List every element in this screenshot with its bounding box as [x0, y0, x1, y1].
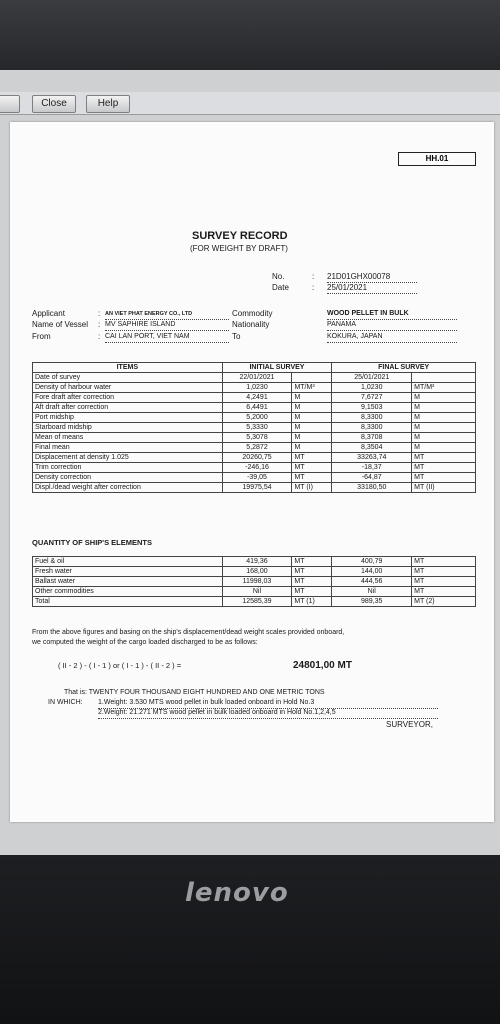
form-code: HH.01	[398, 152, 476, 166]
quantity-table	[32, 556, 476, 607]
final-unit-cell: M	[412, 423, 476, 433]
item-cell: Port midship	[33, 413, 223, 423]
survey-row	[33, 413, 476, 423]
item-cell: Starboard midship	[33, 423, 223, 433]
initial-survey-header: INITIAL SURVEY	[222, 363, 332, 373]
nationality-label: Nationality	[232, 320, 270, 329]
initial-value-cell: 5,2000	[222, 413, 292, 423]
commodity-value: WOOD PELLET IN BULK	[327, 309, 457, 320]
item-cell: Aft draft after correction	[33, 403, 223, 413]
item-cell: Trim correction	[33, 463, 223, 473]
item-cell: Date of survey	[33, 373, 223, 383]
initial-unit-cell: MT (I)	[292, 483, 332, 493]
quantity-row	[33, 587, 476, 597]
date-value: 25/01/2021	[327, 283, 417, 294]
item-cell: Other commodities	[33, 587, 223, 597]
initial-unit-cell: M	[292, 443, 332, 453]
initial-value-cell: 12585,39	[222, 597, 292, 607]
final-unit-cell: M	[412, 433, 476, 443]
initial-value-cell: 5,3330	[222, 423, 292, 433]
commodity-label: Commodity	[232, 309, 273, 318]
quantity-row	[33, 597, 476, 607]
item-cell: Mean of means	[33, 433, 223, 443]
initial-value-cell: 11998,03	[222, 577, 292, 587]
cargo-weight-value: 24801,00 MT	[293, 660, 352, 671]
survey-row	[33, 453, 476, 463]
survey-row	[33, 383, 476, 393]
final-value-cell: 8,3300	[332, 413, 412, 423]
to-value: KOKURA, JAPAN	[327, 332, 457, 343]
vessel-colon: :	[98, 320, 101, 329]
applicant-colon: :	[98, 309, 101, 318]
from-value: CAI LAN PORT, VIET NAM	[105, 332, 229, 343]
from-label: From	[32, 332, 51, 341]
initial-unit-cell: MT	[292, 577, 332, 587]
initial-value-cell: 6,4491	[222, 403, 292, 413]
initial-value-cell: -246,16	[222, 463, 292, 473]
applicant-value: AN VIET PHAT ENERGY CO., LTD	[105, 309, 229, 320]
initial-unit-cell	[292, 373, 332, 383]
screen	[0, 70, 500, 855]
initial-unit-cell: MT	[292, 453, 332, 463]
vessel-label: Name of Vessel	[32, 320, 89, 329]
initial-value-cell: 22/01/2021	[222, 373, 292, 383]
initial-value-cell: 19975,54	[222, 483, 292, 493]
items-header: ITEMS	[33, 363, 223, 373]
in-which-label: IN WHICH:	[48, 699, 83, 706]
final-value-cell: 8,3300	[332, 423, 412, 433]
initial-value-cell: 5,2872	[222, 443, 292, 453]
final-unit-cell: MT/M³	[412, 383, 476, 393]
no-value: 21D01GHX00078	[327, 272, 417, 283]
laptop-bezel-top	[0, 0, 500, 70]
initial-value-cell: 168,00	[222, 567, 292, 577]
final-unit-cell: MT	[412, 473, 476, 483]
in-which-line1: 1.Weight: 3.530 MTS wood pellet in bulk loaded onboard in Hold No.3	[98, 698, 438, 709]
final-value-cell: 8,3504	[332, 443, 412, 453]
initial-unit-cell: MT	[292, 473, 332, 483]
survey-row	[33, 393, 476, 403]
final-unit-cell: MT	[412, 463, 476, 473]
final-unit-cell: MT	[412, 577, 476, 587]
final-unit-cell: MT (2)	[412, 597, 476, 607]
document-title: SURVEY RECORD	[192, 230, 288, 242]
initial-unit-cell: MT (1)	[292, 597, 332, 607]
quantity-row	[33, 577, 476, 587]
no-label: No.	[272, 272, 285, 281]
item-cell: Fore draft after correction	[33, 393, 223, 403]
survey-row	[33, 463, 476, 473]
final-value-cell: 9,1503	[332, 403, 412, 413]
initial-unit-cell: M	[292, 403, 332, 413]
initial-unit-cell: MT	[292, 587, 332, 597]
quantity-row	[33, 557, 476, 567]
survey-row	[33, 473, 476, 483]
final-value-cell: 444,56	[332, 577, 412, 587]
initial-unit-cell: M	[292, 393, 332, 403]
final-unit-cell: M	[412, 403, 476, 413]
initial-unit-cell: MT	[292, 567, 332, 577]
initial-unit-cell: MT	[292, 463, 332, 473]
item-cell: Total	[33, 597, 223, 607]
initial-value-cell: 4,2491	[222, 393, 292, 403]
item-cell: Density correction	[33, 473, 223, 483]
item-cell: Displacement at density 1.025	[33, 453, 223, 463]
no-colon: :	[312, 272, 315, 281]
final-unit-cell: MT	[412, 557, 476, 567]
nationality-value: PANAMA	[327, 320, 457, 331]
item-cell: Fuel & oil	[33, 557, 223, 567]
in-which-line2: 2.Weight: 21.271 MTS wood pellet in bulk loaded onboard in Hold No.1,2,4,5	[98, 708, 438, 719]
survey-row	[33, 423, 476, 433]
final-unit-cell: M	[412, 443, 476, 453]
final-value-cell: -18,37	[332, 463, 412, 473]
date-colon: :	[312, 283, 315, 292]
final-value-cell: Nil	[332, 587, 412, 597]
final-value-cell: 25/01/2021	[332, 373, 412, 383]
surveyor-label: SURVEYOR,	[386, 720, 433, 729]
item-cell: Final mean	[33, 443, 223, 453]
survey-header-row	[33, 363, 476, 373]
survey-row	[33, 403, 476, 413]
vessel-value: MV SAPHIRE ISLAND	[105, 320, 229, 331]
item-cell: Density of harbour water	[33, 383, 223, 393]
to-label: To	[232, 332, 241, 341]
weight-in-words: That is: TWENTY FOUR THOUSAND EIGHT HUNDRED AND ONE METRIC TONS	[64, 689, 325, 696]
final-unit-cell: M	[412, 413, 476, 423]
item-cell: Displ./dead weight after correction	[33, 483, 223, 493]
quantity-title: QUANTITY OF SHIP'S ELEMENTS	[32, 538, 152, 547]
survey-table	[32, 362, 476, 493]
initial-unit-cell: MT/M³	[292, 383, 332, 393]
date-label: Date	[272, 283, 289, 292]
final-value-cell: 33180,50	[332, 483, 412, 493]
final-value-cell: 7,6727	[332, 393, 412, 403]
result-paragraph-line2: we computed the weight of the cargo loaded discharged to be as follows:	[32, 639, 258, 646]
survey-row	[33, 433, 476, 443]
applicant-label: Applicant	[32, 309, 65, 318]
final-value-cell: -64,87	[332, 473, 412, 483]
quantity-row	[33, 567, 476, 577]
initial-value-cell: 20260,75	[222, 453, 292, 463]
final-unit-cell: MT	[412, 453, 476, 463]
initial-unit-cell: M	[292, 433, 332, 443]
weight-formula: ( II - 2 ) - ( I - 1 ) or ( I - 1 ) - ( II - 2 ) =	[58, 661, 182, 670]
document-page	[10, 122, 494, 822]
final-survey-header: FINAL SURVEY	[332, 363, 476, 373]
initial-unit-cell: MT	[292, 557, 332, 567]
document-subtitle: (FOR WEIGHT BY DRAFT)	[190, 244, 288, 253]
initial-value-cell: Nil	[222, 587, 292, 597]
toolbar-left-button[interactable]	[0, 95, 20, 113]
final-value-cell: 144,00	[332, 567, 412, 577]
initial-value-cell: -39,05	[222, 473, 292, 483]
final-value-cell: 989,35	[332, 597, 412, 607]
result-paragraph-line1: From the above figures and basing on the ship's displacement/dead weight scales provided onboard,	[32, 629, 345, 636]
initial-value-cell: 1,0230	[222, 383, 292, 393]
final-value-cell: 8,3708	[332, 433, 412, 443]
lenovo-logo: lenovo	[185, 878, 289, 908]
initial-value-cell: 5,3078	[222, 433, 292, 443]
item-cell: Fresh water	[33, 567, 223, 577]
close-button[interactable]: Close	[32, 95, 76, 113]
final-unit-cell: MT	[412, 567, 476, 577]
item-cell: Ballast water	[33, 577, 223, 587]
survey-row	[33, 483, 476, 493]
final-unit-cell: MT	[412, 587, 476, 597]
final-unit-cell: M	[412, 393, 476, 403]
initial-unit-cell: M	[292, 413, 332, 423]
survey-row	[33, 443, 476, 453]
initial-value-cell: 419,36	[222, 557, 292, 567]
final-unit-cell	[412, 373, 476, 383]
final-value-cell: 400,79	[332, 557, 412, 567]
final-unit-cell: MT (II)	[412, 483, 476, 493]
help-button[interactable]: Help	[86, 95, 130, 113]
viewer-toolbar	[0, 92, 500, 115]
survey-row	[33, 373, 476, 383]
initial-unit-cell: M	[292, 423, 332, 433]
from-colon: :	[98, 332, 101, 341]
final-value-cell: 1,0230	[332, 383, 412, 393]
final-value-cell: 33263,74	[332, 453, 412, 463]
